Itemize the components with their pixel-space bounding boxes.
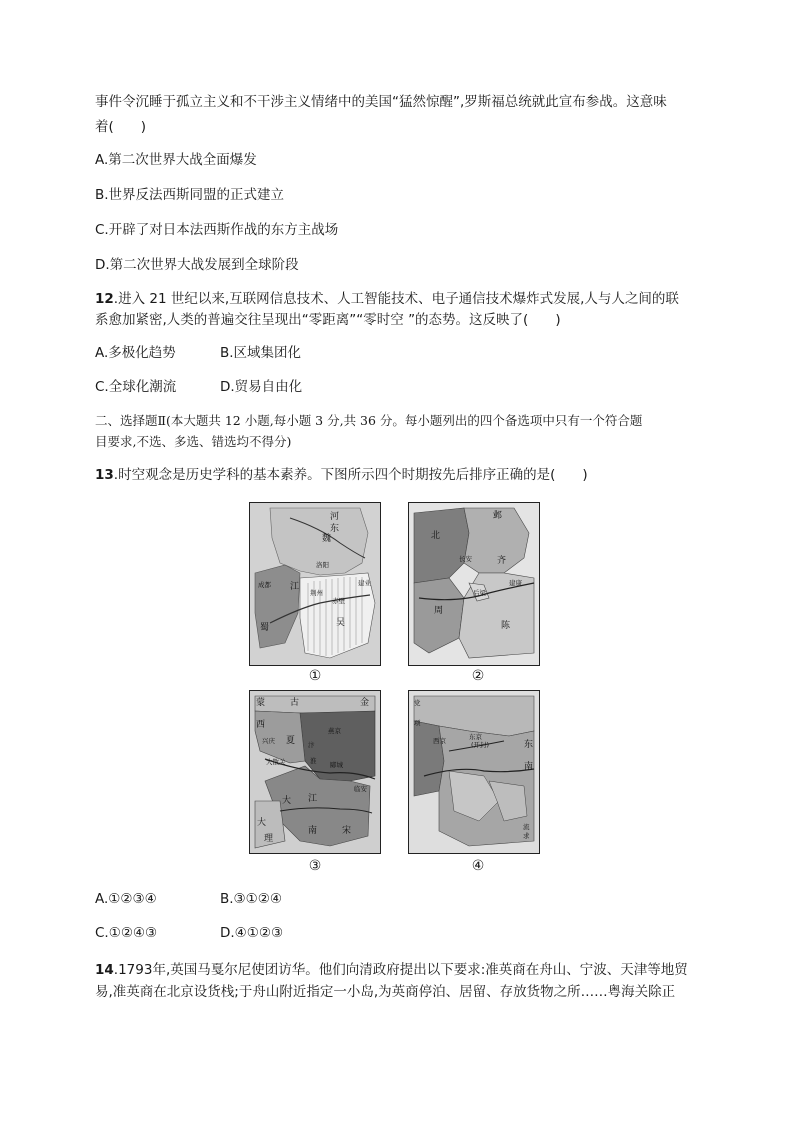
map3-label-nan: 南 (308, 826, 318, 836)
map1-label-dong: 东 (330, 524, 340, 534)
map-2-northern-southern-dynasties (408, 502, 540, 666)
map1-label-chibi: 赤壁 (332, 597, 345, 605)
map2-label-houliang: 后梁 (473, 589, 486, 597)
section2-heading-line1: 二、选择题Ⅱ(本大题共 12 小题,每小题 3 分,共 36 分。每小题列出的四个备选项中只有一个符合题 (95, 413, 643, 428)
map1-label-jiang: 江 (290, 582, 300, 592)
map3-label-meng: 蒙 (256, 698, 266, 708)
map-4-northern-song (408, 690, 540, 854)
map4-label-dong: 东 (524, 740, 534, 750)
q13-option-c: C.①②④③ (95, 925, 158, 941)
map3-label-yanjing: 燕京 (328, 727, 341, 735)
map-1-three-kingdoms (249, 502, 381, 666)
q12-stem-line2: 系愈加紧密,人类的普遍交往呈现出“零距离”“零时空 ”的态势。这反映了( ) (95, 312, 561, 328)
q13-number: 13 (95, 467, 114, 483)
map1-label-shu: 蜀 (260, 623, 270, 633)
q12-option-a: A.多极化趋势 (95, 345, 176, 361)
map4-label-dang: 党 (414, 699, 421, 707)
map3-label-da: 大 (282, 796, 292, 806)
map2-label-zhou: 周 (434, 606, 444, 616)
map3-label-bian: 汴 (308, 741, 315, 749)
map3-label-linan: 临安 (354, 785, 367, 793)
map1-label-chengdu: 成都 (258, 581, 271, 589)
map1-label-wei: 魏 (322, 534, 332, 544)
map4-label-nan: 南 (524, 762, 534, 772)
map1-label-he: 河 (330, 512, 340, 522)
map3-label-song: 宋 (342, 826, 352, 836)
map2-label-changan: 长安 (459, 555, 472, 563)
map3-label-xi: 西 (256, 720, 266, 730)
map4-label-qiu: 求 (523, 832, 530, 840)
q14-stem-text: .1793年,英国马戛尔尼使团访华。他们向清政府提出以下要求:准英商在舟山、宁波、天津等地贸 (113, 962, 688, 978)
map3-label-dali2: 理 (264, 834, 274, 844)
q11-option-d: D.第二次世界大战发展到全球阶段 (95, 257, 299, 273)
q11-stem-line1: 事件令沉睡于孤立主义和不干涉主义情绪中的美国“猛然惊醒”,罗斯福总统就此宣布参战。这意味 (95, 94, 667, 110)
map1-label-jingzhou: 荆州 (310, 589, 323, 597)
q13-option-a: A.①②③④ (95, 891, 157, 907)
q11-option-c: C.开辟了对日本法西斯作战的东方主战场 (95, 222, 339, 238)
q13-option-d: D.④①②③ (220, 925, 284, 941)
map4-label-xiang: 项 (414, 719, 421, 727)
map2-label-bei: 北 (431, 531, 441, 541)
map3-label-gu: 古 (290, 698, 300, 708)
map2-label-jiankang: 建康 (509, 579, 522, 587)
map1-label-luoyang: 洛阳 (316, 561, 329, 569)
map-3-southern-song (249, 690, 381, 854)
map4-label-kaifeng: (开封) (471, 741, 490, 749)
q12-option-c: C.全球化潮流 (95, 379, 177, 395)
q11-option-a: A.第二次世界大战全面爆发 (95, 152, 257, 168)
q13-stem-text: .时空观念是历史学科的基本素养。下图所示四个时期按先后排序正确的是( ) (113, 467, 588, 483)
q13-option-b: B.③①②④ (220, 891, 282, 907)
map3-label-xingqing: 兴庆 (262, 737, 275, 745)
q14-stem-line2: 易,准英商在北京设货栈;于舟山附近指定一小岛,为英商停泊、居留、存放货物之所……粤海关除正 (95, 984, 676, 1000)
map-label-2: ② (471, 668, 485, 684)
q12-option-d: D.贸易自由化 (220, 379, 303, 395)
map-label-3: ③ (308, 858, 322, 874)
map3-label-huai: 淮 (310, 757, 317, 765)
q12-stem-line1 (95, 289, 679, 309)
map-label-1: ① (308, 668, 322, 684)
section2-heading-line2: 目要求,不选、多选、错选均不得分) (95, 434, 292, 449)
q11-stem-line2: 着( ) (95, 119, 147, 135)
q12-stem-text: .进入 21 世纪以来,互联网信息技术、人工智能技术、电子通信技术爆炸式发展,人与人之间的联 (113, 291, 679, 307)
map1-label-wu: 吴 (336, 618, 346, 628)
map-label-4: ④ (471, 858, 485, 874)
map4-label-liu: 流 (523, 823, 530, 831)
map2-label-qi: 齐 (497, 556, 507, 566)
map3-label-jin: 金 (360, 698, 370, 708)
map1-label-jianye: 建业 (358, 579, 371, 587)
map3-label-dasanguan: 大散关 (266, 758, 286, 766)
q14-stem-line1 (95, 960, 688, 980)
map3-label-dali1: 大 (257, 818, 267, 828)
map3-label-xia: 夏 (286, 736, 296, 746)
q13-stem (95, 465, 588, 485)
q12-number: 12 (95, 291, 114, 307)
q11-option-b: B.世界反法西斯同盟的正式建立 (95, 187, 285, 203)
q12-option-b: B.区域集团化 (220, 345, 302, 361)
map3-label-yancheng: 郾城 (330, 761, 343, 769)
map3-label-jiang: 江 (308, 794, 318, 804)
map4-label-dongjing: 东京 (469, 733, 482, 741)
map4-label-xijing: 西京 (433, 737, 446, 745)
map2-label-chen: 陈 (501, 621, 511, 631)
map2-label-bei2: 邺 (493, 511, 503, 521)
q14-number: 14 (95, 962, 114, 978)
